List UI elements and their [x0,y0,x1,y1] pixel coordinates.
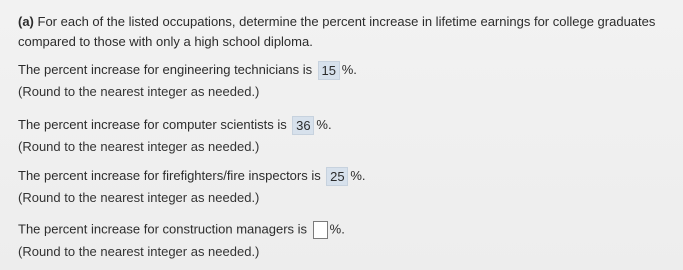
answer-field-firefighters[interactable]: 25 [326,167,348,186]
question-firefighters [18,167,366,186]
answer-field-engineering-technicians[interactable]: 15 [318,61,340,80]
question-engineering-technicians [18,61,357,80]
percent-suffix: %. [350,167,366,183]
question-prompt: The percent increase for computer scientists is [18,116,287,132]
rounding-hint: (Round to the nearest integer as needed.) [18,244,260,259]
intro-text: For each of the listed occupations, determine the percent increase in lifetime earnings for college graduates compared to those with only a high school diploma. [18,14,656,49]
percent-suffix: %. [316,116,332,132]
part-label: (a) [18,14,34,29]
question-prompt: The percent increase for construction managers is [18,221,308,237]
question-prompt: The percent increase for engineering technicians is [18,61,313,77]
question-intro [18,12,678,52]
rounding-hint: (Round to the nearest integer as needed.) [18,84,260,99]
answer-field-computer-scientists[interactable]: 36 [292,116,314,135]
answer-field-construction-managers[interactable] [313,221,328,239]
percent-suffix: %. [329,221,345,237]
rounding-hint: (Round to the nearest integer as needed.) [18,139,260,154]
question-computer-scientists [18,116,332,135]
percent-suffix: %. [341,61,357,77]
rounding-hint: (Round to the nearest integer as needed.) [18,190,260,205]
question-construction-managers [18,221,345,239]
question-prompt: The percent increase for firefighters/fire inspectors is [18,167,321,183]
